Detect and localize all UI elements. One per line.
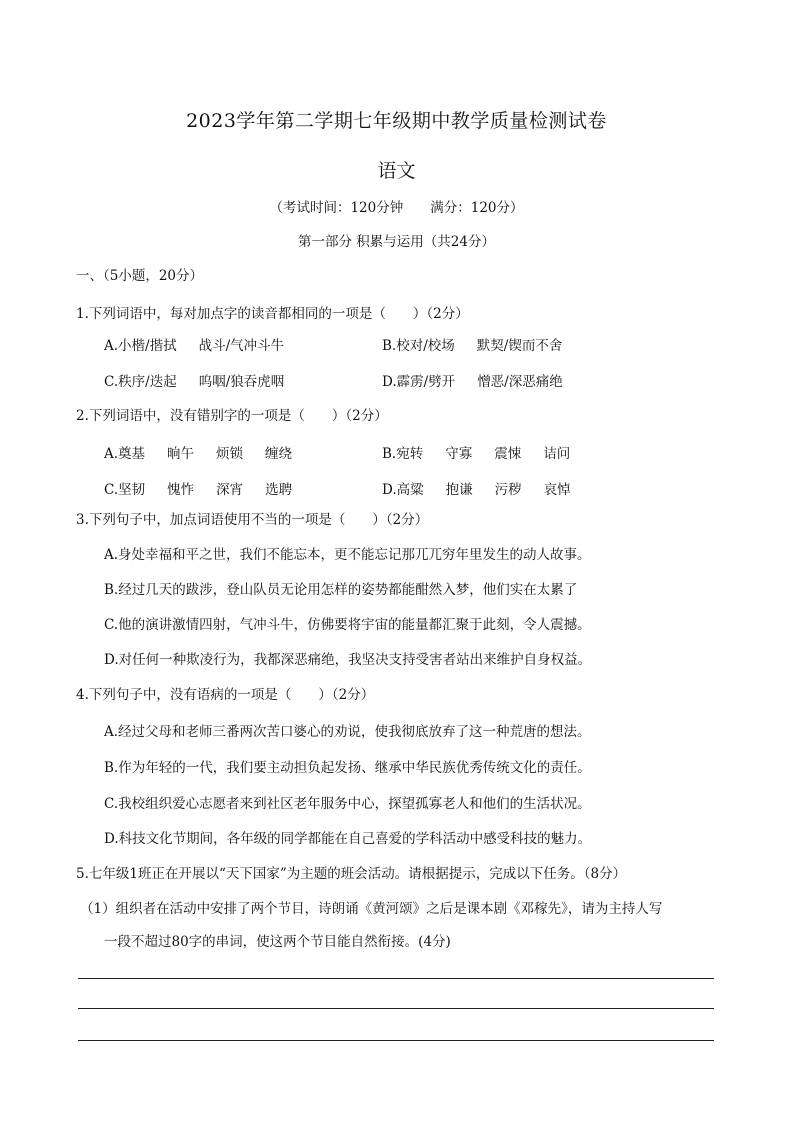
option-word: D.霹雳/劈开 [382, 374, 456, 390]
option-word: 缠绕 [265, 446, 293, 462]
option-word: B.宛转 [382, 446, 424, 462]
option-word: 烦锁 [216, 446, 244, 462]
part-title: 第一部分 积累与运用（共24分） [298, 234, 495, 250]
question-3-option-d: D.对任何一种欺凌行为，我都深恶痛绝，我坚决支持受害者站出来维护自身权益。 [104, 652, 592, 668]
question-5-sub1-line1: （1）组织者在活动中安排了两个节目，诗朗诵《黄河颂》之后是课本剧《邓稼先》，请为主持人写 [80, 901, 663, 917]
option-word: 深宵 [216, 482, 244, 498]
question-5-stem: 5.七年级1班正在开展以“天下国家”为主题的班会活动。请根据提示，完成以下任务。（8分） [76, 866, 627, 882]
question-3-stem: 3.下列句子中，加点词语使用不当的一项是（ ）（2分） [76, 512, 429, 528]
question-4-option-b: B.作为年轻的一代，我们要主动担负起发扬、继承中华民族优秀传统文化的责任。 [104, 760, 591, 776]
option-word: 污秽 [494, 482, 522, 498]
question-4-option-c: C.我校组织爱心志愿者来到社区老年服务中心，探望孤寡老人和他们的生活状况。 [104, 796, 591, 812]
option-word: 选聘 [265, 482, 293, 498]
option-word: C.秩序/迭起 [104, 374, 177, 390]
option-word: 抱谦 [445, 482, 473, 498]
option-word: A.小楷/揩拭 [104, 338, 177, 354]
answer-line[interactable] [78, 1040, 714, 1041]
option-word: 呜咽/狼吞虎咽 [198, 374, 285, 390]
answer-line[interactable] [78, 1008, 714, 1009]
option-word: 晌午 [167, 446, 195, 462]
question-4-option-a: A.经过父母和老师三番两次苦口婆心的劝说，使我彻底放弃了这一种荒唐的想法。 [104, 724, 591, 740]
option-word: 战斗/气冲斗牛 [198, 338, 285, 354]
option-word: 震悚 [494, 446, 522, 462]
question-1-option-c [104, 370, 306, 390]
question-5-sub1-line2: 一段不超过80字的串词，使这两个节目能自然衔接。(4分) [104, 934, 451, 950]
question-3-option-b: B.经过几天的跋涉，登山队员无论用怎样的姿势都能酣然入梦，他们实在太累了 [104, 582, 578, 598]
option-word: A.奠基 [104, 446, 146, 462]
exam-title: 2023学年第二学期七年级期中教学质量检测试卷 [186, 110, 607, 132]
option-word: B.校对/校场 [382, 338, 455, 354]
question-2-stem: 2.下列词语中，没有错别字的一项是（ ）（2分） [76, 408, 388, 424]
question-1-stem: 1.下列词语中，每对加点字的读音都相同的一项是（ ）（2分） [76, 306, 469, 322]
question-2-option-b [382, 442, 592, 462]
question-1-option-d [382, 370, 585, 390]
question-3-option-c: C.他的演讲激情四射，气冲斗牛，仿佛要将宇宙的能量都汇聚于此刻，令人震撼。 [104, 617, 591, 633]
question-2-option-a [104, 442, 314, 462]
option-word: 默契/锲而不舍 [476, 338, 563, 354]
answer-line[interactable] [78, 978, 714, 979]
option-word: 哀悼 [543, 482, 571, 498]
section-heading: 一、（5小题，20分） [76, 268, 204, 284]
subject-title: 语文 [377, 160, 416, 182]
question-3-option-a: A.身处幸福和平之世，我们不能忘本，更不能忘记那兀兀穷年里发生的动人故事。 [104, 547, 591, 563]
option-word: 守寡 [445, 446, 473, 462]
question-1-option-b [382, 334, 584, 354]
question-2-option-c [104, 478, 314, 498]
question-1-option-a [104, 334, 306, 354]
option-word: 憎恶/深恶痛绝 [477, 374, 563, 390]
exam-info: （考试时间：120分钟 满分：120分） [269, 200, 524, 216]
question-2-option-d [382, 478, 593, 498]
option-word: 愧怍 [167, 482, 195, 498]
question-4-option-d: D.科技文化节期间，各年级的同学都能在自己喜爱的学科活动中感受科技的魅力。 [104, 831, 592, 847]
option-word: D.高粱 [382, 482, 424, 498]
question-4-stem: 4.下列句子中，没有语病的一项是（ ）（2分） [76, 687, 375, 703]
option-word: C.坚韧 [104, 482, 146, 498]
option-word: 诘问 [543, 446, 571, 462]
